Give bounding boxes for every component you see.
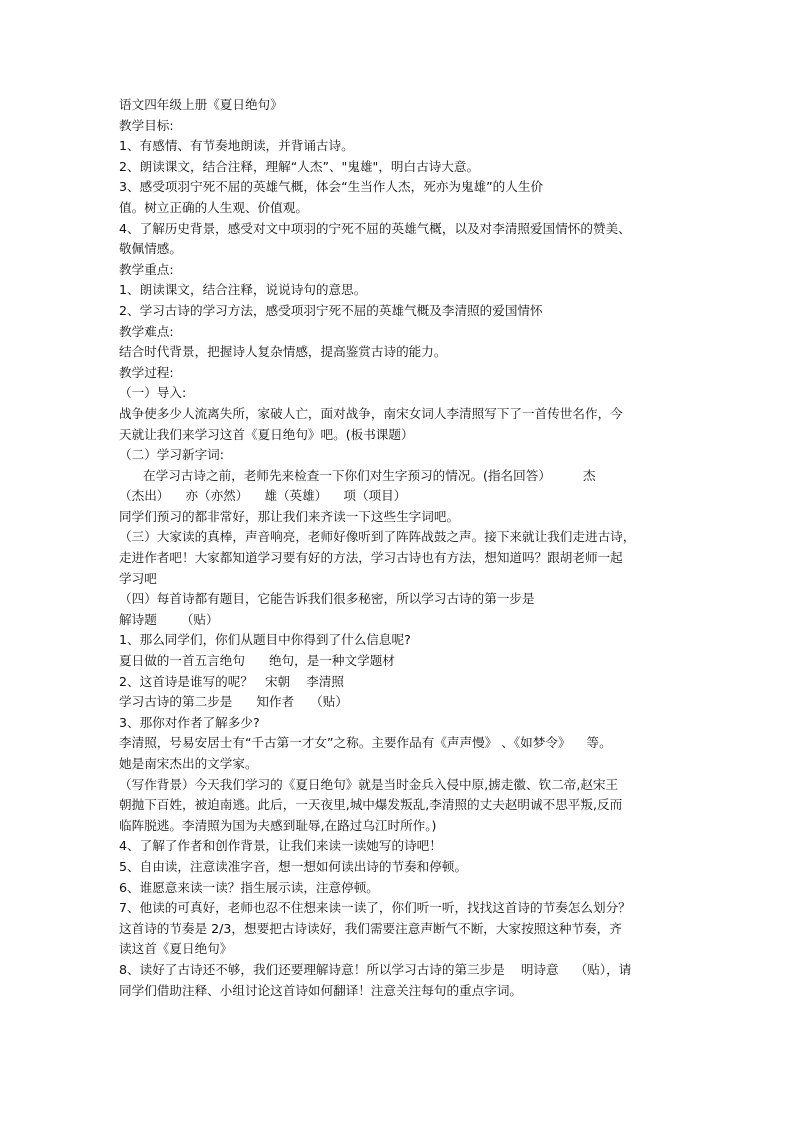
document-line: 4、了解历史背景，感受对文中项羽的宁死不屈的英雄气概，以及对李清照爱国情怀的赞美、	[119, 220, 631, 236]
document-line: 8、读好了古诗还不够，我们还要理解诗意！所以学习古诗的第三步是 明诗意 （贴），请	[119, 961, 632, 977]
document-line: 1、有感情、有节奏地朗读，并背诵古诗。	[119, 138, 354, 154]
document-page	[119, 95, 689, 1001]
document-line: （三）大家读的真棒，声音响亮，老师好像听到了阵阵战鼓之声。接下来就让我们走进古诗，	[119, 529, 636, 545]
document-line: 李清照，号易安居士有“千古第一才女”之称。主要作品有《声声慢》 、《如梦令》 等。	[119, 735, 612, 751]
document-line: 这首诗的节奏是 2/3，想要把古诗读好，我们需要注意声断气不断，大家按照这种节奏，齐	[119, 920, 622, 936]
document-line: 2、这首诗是谁写的呢？ 宋朝 李清照	[119, 673, 344, 689]
document-line: 结合时代背景，把握诗人复杂情感，提高鉴赏古诗的能力。	[119, 344, 447, 360]
document-line: 3、感受项羽宁死不屈的英雄气概，体会“生当作人杰，死亦为鬼雄”的人生价	[119, 179, 544, 195]
document-line: 教学过程:	[119, 364, 174, 380]
document-line: 同学们预习的都非常好，那让我们来齐读一下这些生字词吧。	[119, 508, 460, 524]
document-line: 夏日做的一首五言绝句 绝句，是一种文学题材	[119, 653, 395, 669]
document-line: 走进作者吧！大家都知道学习要有好的方法，学习古诗也有方法，想知道吗？跟胡老师一起	[119, 550, 623, 566]
document-line: 她是南宋杰出的文学家。	[119, 756, 258, 771]
document-line: 临阵脱逃。李清照为国为夫感到耻辱,在路过乌江时所作。)	[119, 817, 437, 833]
document-line: 敬佩情感。	[119, 241, 182, 257]
document-line: （四）每首诗都有题目，它能告诉我们很多秘密，所以学习古诗的第一步是	[119, 591, 535, 607]
document-line: 值。树立正确的人生观、价值观。	[119, 199, 308, 215]
document-line: 教学目标:	[119, 117, 174, 133]
document-line: 在学习古诗之前，老师先来检查一下你们对生字预习的情况。(指名回答） 杰	[119, 467, 596, 483]
document-line: 同学们借助注释、小组讨论这首诗如何翻译！注意关注每句的重点字词。	[119, 982, 522, 998]
document-line: （杰出） 亦（亦然） 雄（英雄） 项（项目）	[119, 488, 407, 504]
document-line: 解诗题 （贴）	[119, 611, 219, 627]
document-line: （写作背景）今天我们学习的《夏日绝句》就是当时金兵入侵中原,掳走徽、钦二帝,赵宋王	[119, 776, 619, 792]
document-line: 战争使多少人流离失所，家破人亡，面对战争，南宋女词人李清照写下了一首传世名作，今	[119, 405, 623, 421]
document-line: 读这首《夏日绝句》	[119, 941, 233, 957]
document-line: 朝抛下百姓，被迫南逃。此后，一天夜里,城中爆发叛乱,李清照的丈夫赵明诚不思平叛,反而	[119, 797, 623, 813]
document-line: 教学重点:	[119, 261, 174, 277]
document-line: 4、了解了作者和创作背景，让我们来读一读她写的诗吧！	[119, 838, 442, 854]
document-line: 语文四年级上册《夏日绝句》	[119, 97, 283, 112]
document-line: 6、谁愿意来读一读？指生展示读，注意停顿。	[119, 879, 379, 895]
document-line: 1、朗读课文，结合注释，说说诗句的意思。	[119, 282, 367, 298]
document-line: 2、朗读课文，结合注释，理解“人杰”、"鬼雄"，明白古诗大意。	[119, 158, 480, 174]
document-line: 7、他读的可真好，老师也忍不住想来读一读了，你们听一听，找找这首诗的节奏怎么划分？	[119, 900, 631, 916]
document-line: 教学难点:	[119, 323, 174, 339]
document-line: 3、那你对作者了解多少?	[119, 714, 260, 730]
document-line: （二）学习新字词:	[119, 447, 224, 463]
document-line: 2、学习古诗的学习方法，感受项羽宁死不屈的英雄气概及李清照的爱国情怀	[119, 302, 543, 318]
document-line: （一）导入:	[119, 385, 187, 401]
document-line: 1、那么同学们，你们从题目中你得到了什么信息呢?	[119, 632, 411, 648]
document-line: 学习吧	[119, 570, 157, 586]
document-line: 5、自由读，注意读准字音，想一想如何读出诗的节奏和停顿。	[119, 858, 468, 874]
document-line: 学习古诗的第二步是 知作者 （贴）	[119, 694, 348, 710]
document-line: 天就让我们来学习这首《夏日绝句》吧。(板书课题）	[119, 426, 414, 442]
